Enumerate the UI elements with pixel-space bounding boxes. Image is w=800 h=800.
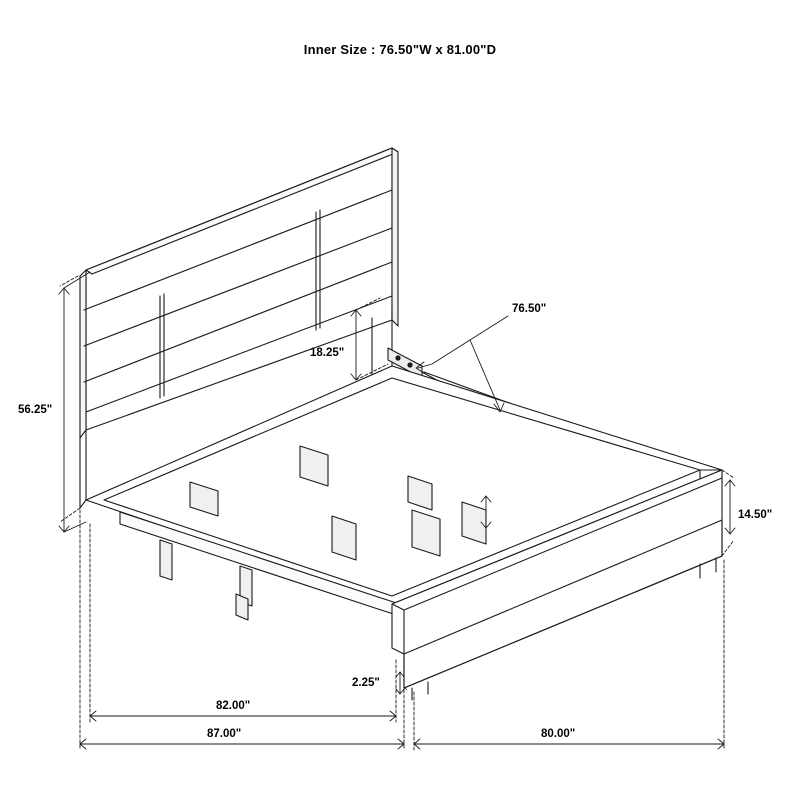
label-headboard-height: 56.25" — [18, 404, 53, 416]
label-inner-length: 82.00" — [216, 700, 251, 712]
diagram-title: Inner Size : 76.50"W x 81.00"D — [303, 42, 497, 57]
label-headboard-to-rail: 18.25" — [310, 347, 345, 359]
label-overall-width: 80.00" — [541, 728, 576, 740]
leader-76-50 — [418, 316, 508, 368]
label-overall-length: 87.00" — [207, 728, 242, 740]
label-footboard-height: 14.50" — [738, 509, 773, 521]
label-clearance: 2.25" — [352, 677, 380, 689]
label-rail-width-top: 76.50" — [512, 303, 547, 315]
